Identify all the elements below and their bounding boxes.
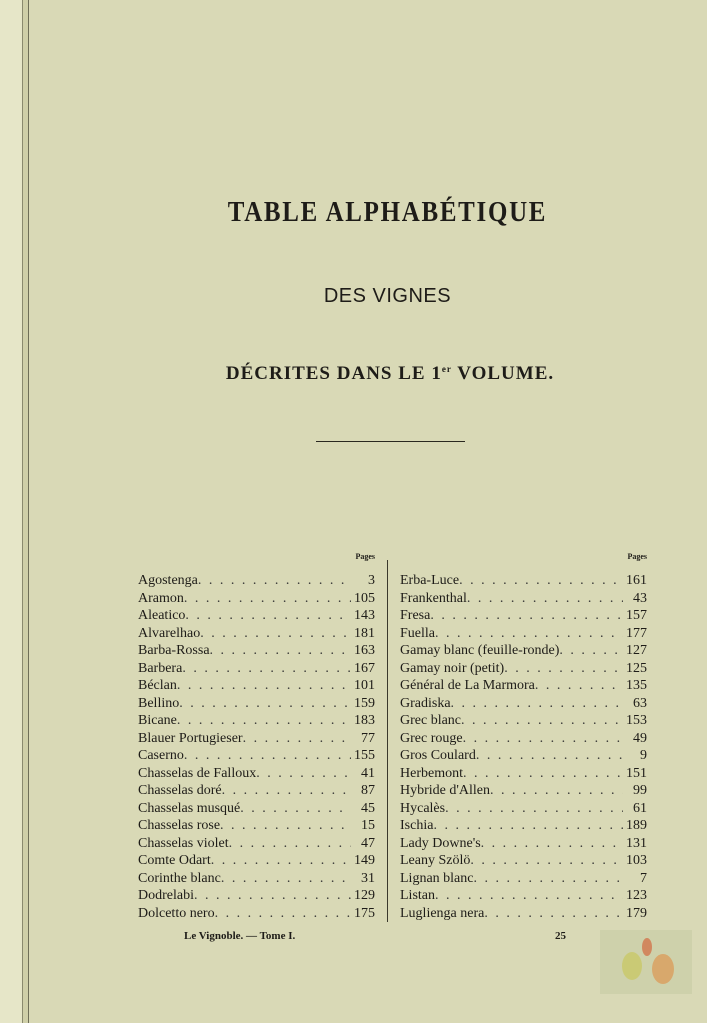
entry-name: Barba-Rossa (138, 643, 210, 658)
index-entry (400, 730, 647, 748)
dot-leader (222, 782, 351, 800)
entry-page: 125 (626, 660, 647, 676)
dot-leader (256, 765, 351, 783)
entry-page: 131 (626, 835, 647, 851)
dot-leader (243, 730, 351, 748)
entry-name: Alvarelhao (138, 625, 201, 641)
entry-name: Chasselas doré (138, 783, 222, 798)
entry-page: 7 (640, 870, 647, 886)
dot-leader (240, 800, 351, 818)
page-edge (0, 0, 22, 1023)
dot-leader (200, 625, 351, 643)
entry-name: Ischia (400, 818, 434, 833)
index-entry (400, 695, 647, 713)
dot-leader (451, 695, 623, 713)
dot-leader (470, 852, 623, 870)
dot-leader (182, 660, 351, 678)
title-rule (316, 441, 465, 442)
index-entry (138, 695, 375, 713)
dot-leader (185, 607, 351, 625)
footer-sheet-number: 25 (555, 930, 566, 942)
entry-page: 189 (626, 818, 647, 833)
subheading-text-end: VOLUME. (451, 363, 555, 384)
entry-name: Frankenthal (400, 590, 467, 606)
page-subheading (0, 363, 707, 385)
entry-page: 157 (626, 608, 647, 623)
entry-page: 143 (354, 608, 375, 623)
index-entry (138, 765, 375, 783)
index-column-right (400, 552, 647, 922)
entry-page: 153 (626, 713, 647, 728)
index-entry (400, 677, 647, 695)
entry-name: Dolcetto nero (138, 905, 215, 921)
index-entry (138, 590, 375, 608)
index-entry (400, 852, 647, 870)
entry-name: Gradiska (400, 695, 451, 711)
page-title: TABLE ALPHABÉTIQUE (227, 196, 548, 228)
entry-page: 9 (640, 748, 647, 763)
subheading-text: DÉCRITES DANS LE 1 (225, 363, 442, 384)
index-entry (138, 817, 375, 835)
page-subtitle: DES VIGNES (323, 285, 452, 307)
entry-name: Comte Odart (138, 853, 211, 868)
dot-leader (220, 817, 351, 835)
entry-name: Hybride d'Allen (400, 783, 491, 798)
entry-page: 99 (633, 783, 647, 798)
dot-leader (473, 870, 623, 888)
entry-name: Barbera (138, 660, 183, 676)
entry-name: Lignan blanc (400, 870, 474, 886)
entry-name: Aramon (138, 590, 184, 606)
dot-leader (459, 572, 623, 590)
binding-fold (22, 0, 29, 1023)
dot-leader (179, 695, 351, 713)
entry-name: Agostenga (138, 573, 198, 588)
entry-page: 127 (626, 643, 647, 658)
index-entry (400, 887, 647, 905)
entry-name: Aleatico (138, 608, 186, 623)
entry-page: 103 (626, 853, 647, 868)
index-entry (400, 765, 647, 783)
index-entry (138, 905, 375, 923)
entry-page: 149 (354, 853, 375, 868)
index-entry (138, 870, 375, 888)
dot-leader (504, 660, 623, 678)
index-entry (400, 905, 647, 923)
entry-page: 63 (633, 695, 647, 711)
entry-name: Herbemont (400, 765, 463, 781)
index-entry (400, 625, 647, 643)
dot-leader (461, 712, 623, 730)
entry-name: Gamay blanc (feuille-ronde) (400, 643, 560, 658)
dot-leader (221, 870, 351, 888)
entry-name: Leany Szölö (400, 853, 471, 868)
entry-name: Bicane (138, 713, 177, 728)
index-entry (138, 887, 375, 905)
entry-page: 105 (354, 590, 375, 606)
dot-leader (184, 747, 351, 765)
entry-page: 41 (361, 765, 375, 781)
dot-leader (481, 835, 623, 853)
dot-leader (467, 590, 623, 608)
entry-name: Chasselas musqué (138, 800, 241, 816)
dot-leader (476, 747, 623, 765)
entry-name: Fuella (400, 625, 435, 641)
pages-header: Pages (627, 552, 647, 561)
entry-name: Fresa (400, 608, 431, 623)
entry-page: 61 (633, 800, 647, 816)
index-entry (138, 782, 375, 800)
dot-leader (198, 572, 351, 590)
entry-page: 155 (354, 748, 375, 763)
index-entry (138, 607, 375, 625)
index-column-left (138, 552, 375, 922)
index-entry (400, 835, 647, 853)
dot-leader (229, 835, 351, 853)
entry-page: 3 (368, 573, 375, 588)
entry-name: Hycalès (400, 800, 446, 816)
index-entry (138, 660, 375, 678)
entry-name: Chasselas de Falloux (138, 765, 257, 781)
dot-leader (490, 782, 623, 800)
dot-leader (184, 590, 351, 608)
entry-page: 161 (626, 573, 647, 588)
pages-header: Pages (355, 552, 375, 561)
entry-name: Chasselas violet (138, 835, 229, 851)
dot-leader (194, 887, 351, 905)
entry-name: Bellino (138, 695, 180, 711)
entry-page: 123 (626, 888, 647, 903)
index-entry (400, 712, 647, 730)
entry-name: Chasselas rose (138, 818, 221, 833)
entry-name: Lady Downe's (400, 835, 481, 851)
index-entry (138, 800, 375, 818)
index-entry (400, 642, 647, 660)
index-entry (138, 712, 375, 730)
entry-page: 87 (361, 783, 375, 798)
entry-name: Grec blanc (400, 713, 462, 728)
index-entry (400, 870, 647, 888)
entry-page: 183 (354, 713, 375, 728)
entry-name: Gamay noir (petit) (400, 660, 505, 676)
entry-page: 47 (361, 835, 375, 851)
entry-name: Corinthe blanc (138, 870, 221, 886)
dot-leader (445, 800, 623, 818)
dot-leader (211, 852, 351, 870)
index-entry (138, 572, 375, 590)
entry-name: Gros Coulard (400, 748, 476, 763)
entry-name: Luglienga nera (400, 905, 485, 921)
dot-leader (177, 712, 351, 730)
entry-page: 163 (354, 643, 375, 658)
dot-leader (210, 642, 351, 660)
dot-leader (559, 642, 623, 660)
entry-name: Grec rouge (400, 730, 463, 746)
index-entry (138, 677, 375, 695)
dot-leader (435, 625, 623, 643)
entry-page: 135 (626, 678, 647, 693)
dot-leader (484, 905, 623, 923)
entry-page: 31 (361, 870, 375, 886)
index-entry (400, 660, 647, 678)
entry-name: Béclan (138, 678, 177, 693)
column-divider (387, 560, 388, 922)
index-entry (400, 817, 647, 835)
index-entry (138, 642, 375, 660)
entry-page: 151 (626, 765, 647, 781)
index-entry (138, 852, 375, 870)
dot-leader (177, 677, 351, 695)
entry-page: 179 (626, 905, 647, 921)
entry-name: Dodrelabi (138, 888, 194, 903)
entry-name: Erba-Luce (400, 573, 460, 588)
entry-page: 15 (361, 818, 375, 833)
entry-page: 159 (354, 695, 375, 711)
index-entry (400, 590, 647, 608)
index-entry (400, 572, 647, 590)
subheading-superscript: er (441, 364, 452, 374)
entry-page: 101 (354, 678, 375, 693)
entry-name: Blauer Portugieser (138, 730, 243, 746)
index-entry (138, 835, 375, 853)
index-entry (138, 730, 375, 748)
entry-page: 49 (633, 730, 647, 746)
entry-page: 129 (354, 888, 375, 903)
entry-page: 167 (354, 660, 375, 676)
entry-page: 77 (361, 730, 375, 746)
dot-leader (535, 677, 623, 695)
entry-name: Général de La Marmora (400, 678, 535, 693)
index-entry (138, 747, 375, 765)
dot-leader (463, 765, 623, 783)
index-entry (400, 607, 647, 625)
footer-signature: Le Vignoble. — Tome I. (184, 930, 296, 942)
dot-leader (215, 905, 351, 923)
dot-leader (430, 607, 623, 625)
index-entry (400, 782, 647, 800)
index-entry (400, 800, 647, 818)
watermark-logo (600, 930, 692, 994)
entry-page: 181 (354, 625, 375, 641)
index-entry (138, 625, 375, 643)
entry-page: 45 (361, 800, 375, 816)
dot-leader (463, 730, 623, 748)
entry-name: Listan (400, 888, 435, 903)
dot-leader (435, 887, 623, 905)
entry-page: 43 (633, 590, 647, 606)
dot-leader (433, 817, 623, 835)
entry-page: 177 (626, 625, 647, 641)
entry-page: 175 (354, 905, 375, 921)
entry-name: Caserno (138, 748, 184, 763)
index-entry (400, 747, 647, 765)
